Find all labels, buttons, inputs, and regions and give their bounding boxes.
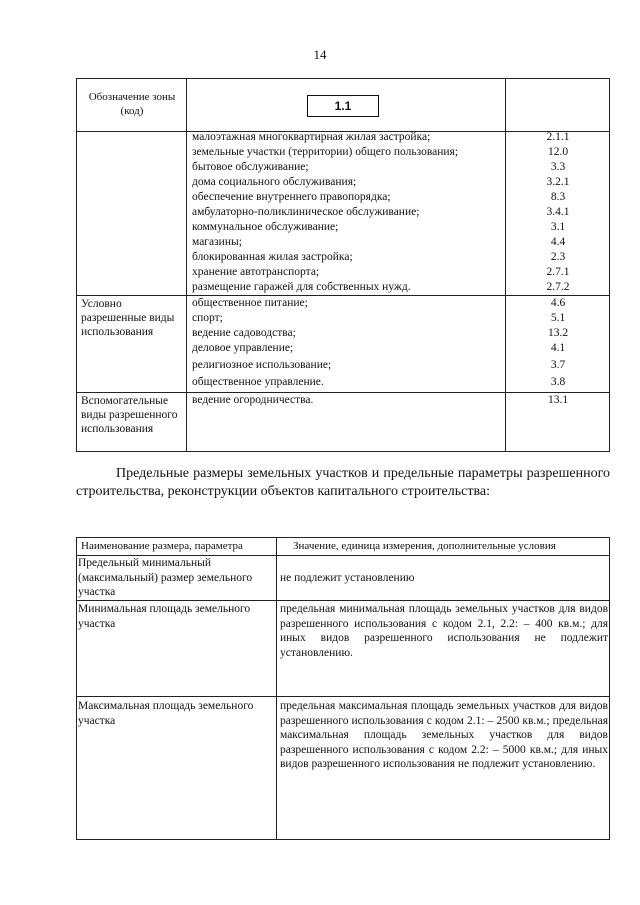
- use-name: деловое управление;: [192, 342, 294, 354]
- use-code: 3.2.1: [546, 176, 570, 188]
- parameters-intro-paragraph: Предельные размеры земельных участков и предельные параметры разрешенного строительства, реконструкции объектов капитального строительства:: [76, 466, 610, 499]
- use-code: 4.4: [550, 236, 566, 248]
- use-code: 8.3: [550, 191, 566, 203]
- use-code: 12.0: [547, 146, 569, 158]
- use-name: размещение гаражей для собственных нужд.: [192, 281, 411, 293]
- parameter-value: не подлежит установлению: [280, 572, 415, 584]
- use-name: бытовое обслуживание;: [192, 161, 309, 173]
- row-divider: [77, 392, 609, 393]
- use-name: ведение огородничества.: [192, 394, 314, 406]
- row-divider: [77, 696, 609, 697]
- use-code: 3.4.1: [546, 206, 570, 218]
- row-divider: [77, 295, 609, 296]
- use-name: обеспечение внутреннего правопорядка;: [192, 191, 391, 203]
- use-name: общественное управление.: [192, 376, 324, 388]
- use-name: общественное питание;: [192, 297, 308, 309]
- use-code: 2.1.1: [546, 131, 570, 143]
- use-code: 3.1: [550, 221, 566, 233]
- use-name: земельные участки (территории) общего пользования;: [192, 146, 459, 158]
- use-code: 2.7.1: [546, 266, 570, 278]
- parameter-value: предельная минимальная площадь земельных участков для видов разрешенного использования с кодом 2.1, 2.2: – 400 кв.м.; для иных видов разрешенного использования не подлежит установлению.: [280, 603, 608, 659]
- parameter-name: Максимальная площадь земельного участка: [78, 700, 254, 727]
- use-name: дома социального обслуживания;: [192, 176, 357, 188]
- use-name: блокированная жилая застройка;: [192, 251, 353, 263]
- parameter-name: Предельный минимальный (максимальный) размер земельного участка: [78, 557, 253, 598]
- row-divider: [77, 600, 609, 601]
- use-code: 2.7.2: [546, 281, 570, 293]
- use-code: 4.1: [550, 342, 566, 354]
- column-header: Значение, единица измерения, дополнительные условия: [293, 540, 556, 552]
- use-name: амбулаторно-поликлиническое обслуживание;: [192, 206, 420, 218]
- auxiliary-uses-label: Вспомогательные виды разрешенного использования: [81, 395, 178, 435]
- use-name: спорт;: [192, 312, 223, 324]
- parameter-name: Минимальная площадь земельного участка: [78, 603, 251, 630]
- use-code: 4.6: [550, 297, 566, 309]
- column-divider: [276, 538, 277, 839]
- use-code: 3.3: [550, 161, 566, 173]
- use-name: хранение автотранспорта;: [192, 266, 320, 278]
- use-name: религиозное использование;: [192, 359, 332, 371]
- column-divider: [186, 79, 187, 451]
- use-code: 3.8: [550, 376, 566, 388]
- use-name: магазины;: [192, 236, 242, 248]
- use-name: коммунальное обслуживание;: [192, 221, 339, 233]
- zone-table: [76, 78, 610, 452]
- use-code: 5.1: [550, 312, 566, 324]
- use-name: малоэтажная многоквартирная жилая застройка;: [192, 131, 431, 143]
- use-code: 13.1: [547, 394, 569, 406]
- parameter-value: предельная максимальная площадь земельных участков для видов разрешенного использования с кодом 2.1: – 2500 кв.м.; предельная максимальная площадь земельных участков для видов разрешенного использования с кодом 2.2: – 5000 кв.м.; для иных видов разрешенного использования не подлежит установлению.: [280, 700, 608, 770]
- page-number: 14: [313, 47, 327, 62]
- zone-header-label: Обозначение зоны (код): [88, 91, 176, 117]
- use-code: 2.3: [550, 251, 566, 263]
- use-code: 3.7: [550, 359, 566, 371]
- use-code: 13.2: [547, 327, 569, 339]
- conditional-uses-label: Условно разрешенные виды использования: [81, 298, 175, 338]
- zone-code: 1.1: [307, 95, 379, 117]
- column-header: Наименование размера, параметра: [81, 540, 243, 552]
- parameters-table: [76, 537, 610, 840]
- use-name: ведение садоводства;: [192, 327, 296, 339]
